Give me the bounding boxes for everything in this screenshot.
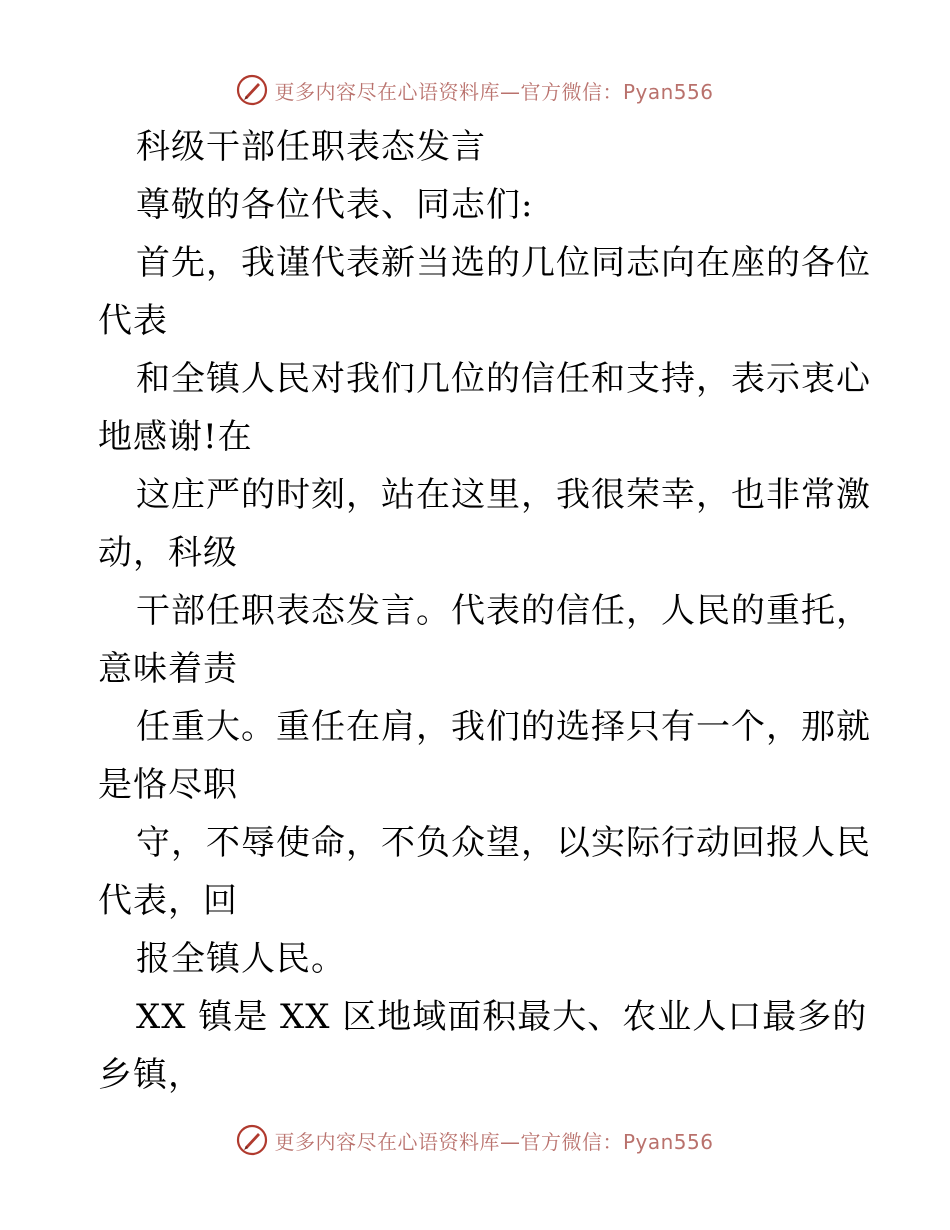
paragraph-line: 任重大。重任在肩，我们的选择只有一个，那就 — [136, 707, 871, 747]
document-title: 科级干部任职表态发言 — [136, 127, 486, 167]
watermark-text: 更多内容尽在心语资料库—官方微信：Pyan556 — [274, 1129, 714, 1154]
paragraph-line: 地感谢!在 — [98, 417, 253, 457]
paragraph-line: 是恪尽职 — [98, 765, 238, 805]
paragraph-line: 代表，回 — [98, 881, 238, 921]
paragraph-line: 首先，我谨代表新当选的几位同志向在座的各位 — [136, 243, 871, 283]
paragraph-line: 和全镇人民对我们几位的信任和支持，表示衷心 — [136, 359, 871, 399]
document-body — [98, 118, 871, 1104]
salutation-line: 尊敬的各位代表、同志们: — [136, 185, 534, 225]
paragraph-line: 干部任职表态发言。代表的信任，人民的重托， — [136, 591, 871, 631]
paragraph-line: 动，科级 — [98, 533, 238, 573]
paragraph-line: 代表 — [98, 301, 168, 341]
paragraph-line: 乡镇， — [98, 1055, 203, 1095]
footer-watermark-banner — [0, 1120, 950, 1160]
paragraph-line: 这庄严的时刻，站在这里，我很荣幸，也非常激 — [136, 475, 871, 515]
paragraph-line: XX 镇是 XX 区地域面积最大、农业人口最多的 — [136, 997, 868, 1037]
header-watermark-banner — [0, 70, 950, 110]
paragraph-line: 守，不辱使命，不负众望，以实际行动回报人民 — [136, 823, 871, 863]
quill-pen-logo-icon — [236, 1124, 268, 1156]
paragraph-line: 意味着责 — [98, 649, 238, 689]
paragraph-line: 报全镇人民。 — [136, 939, 346, 979]
watermark-text: 更多内容尽在心语资料库—官方微信：Pyan556 — [274, 79, 714, 104]
quill-pen-logo-icon — [236, 74, 268, 106]
